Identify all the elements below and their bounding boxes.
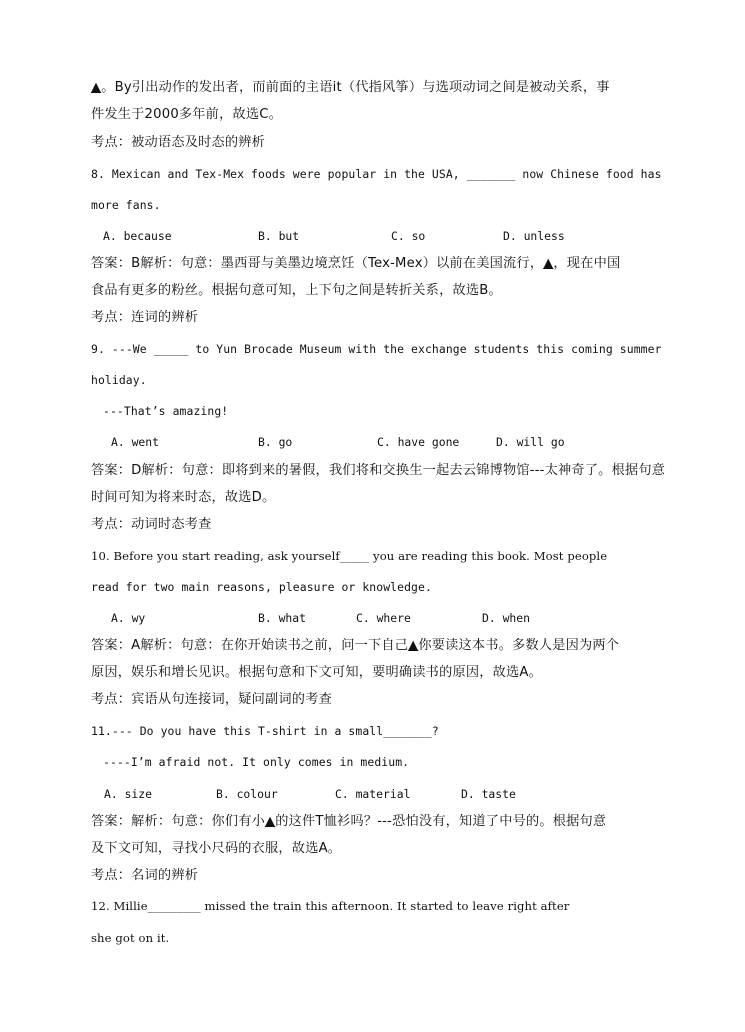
q11-answer-line2: 及下文可知，寻找小尺码的衣服，故选A。 (91, 841, 342, 856)
option-a: A. size (104, 787, 153, 801)
q9-stem-line1: 9. ---We _____ to Yun Brocade Museum with the exchange students this coming summer (91, 342, 662, 356)
option-d: D. will go (496, 435, 565, 449)
option-d: D. when (482, 611, 531, 625)
option-c: C. so (391, 229, 426, 243)
q8-stem-line1: 8. Mexican and Tex-Mex foods were popular in the USA, _______ now Chinese food has (91, 167, 662, 181)
q9-answer-line2: 时间可知为将来时态，故选D。 (91, 490, 276, 505)
option-b: B. but (258, 229, 300, 243)
option-a: A. wy (111, 611, 146, 625)
q8-answer-line2: 食品有更多的粉丝。根据句意可知，上下句之间是转折关系，故选B。 (91, 283, 502, 298)
q10-stem-line1: 10. Before you start reading, ask yourself_____ you are reading this book. Most people (91, 549, 608, 563)
q9-stem-line2: holiday. (91, 373, 147, 387)
option-a: A. went (111, 435, 160, 449)
q8-stem-line2: more fans. (91, 198, 161, 212)
q12-stem-line1: 12. Millie_________ missed the train this afternoon. It started to leave right after (91, 899, 570, 913)
option-b: B. go (258, 435, 293, 449)
q10-stem-line2: read for two main reasons, pleasure or knowledge. (91, 580, 432, 594)
option-c: C. where (356, 611, 411, 625)
option-a: A. because (103, 229, 172, 243)
q11-stem-line1: 11.--- Do you have this T-shirt in a small_______? (91, 724, 439, 738)
q8-answer-line1: 答案：B解析：句意：墨西哥与美墨边境烹饪（Tex-Mex）以前在美国流行，▲，现在中国 (91, 256, 621, 271)
q10-answer-line1: 答案：A解析：句意：在你开始读书之前，问一下自己▲你要读这本书。多数人是因为两个 (91, 638, 620, 653)
q12-stem-line2: she got on it. (91, 931, 170, 945)
q9-reply: ---That’s amazing! (103, 404, 229, 418)
q10-kaodian: 考点：宾语从句连接词，疑问副词的考查 (91, 692, 332, 707)
blank-marker: ▲ (408, 638, 419, 653)
option-d: D. taste (461, 787, 516, 801)
option-b: B. what (258, 611, 307, 625)
q7-kaodian: 考点：被动语态及时态的辨析 (91, 135, 266, 150)
option-c: C. have gone (377, 435, 460, 449)
q9-answer-line1: 答案：D解析：句意：即将到来的暑假，我们将和交换生一起去云锦博物馆---太神奇了。根据句意 (91, 463, 666, 478)
q7-explanation-line1: ▲。By引出动作的发出者，而前面的主语it（代指风筝）与选项动词之间是被动关系，事 (91, 80, 610, 95)
q7-explanation-line2: 件发生于2000多年前，故选C。 (91, 107, 283, 122)
blank-marker: ▲ (91, 80, 102, 95)
q11-answer-line1: 答案：解析：句意：你们有小▲的这件T恤衫吗？---恐怕没有，知道了中号的。根据句意 (91, 814, 607, 829)
blank-marker: ▲ (543, 256, 554, 271)
q8-kaodian: 考点：连词的辨析 (91, 310, 199, 325)
q9-kaodian: 考点：动词时态考查 (91, 517, 212, 532)
option-b: B. colour (216, 787, 278, 801)
q11-reply: ----I’m afraid not. It only comes in medium. (103, 755, 410, 769)
blank-marker: ▲ (265, 814, 276, 829)
q10-answer-line2: 原因，娱乐和增长见识。根据句意和下文可知，要明确读书的原因，故选A。 (91, 665, 543, 680)
q11-kaodian: 考点：名词的辨析 (91, 868, 199, 883)
option-c: C. material (335, 787, 411, 801)
option-d: D. unless (503, 229, 565, 243)
